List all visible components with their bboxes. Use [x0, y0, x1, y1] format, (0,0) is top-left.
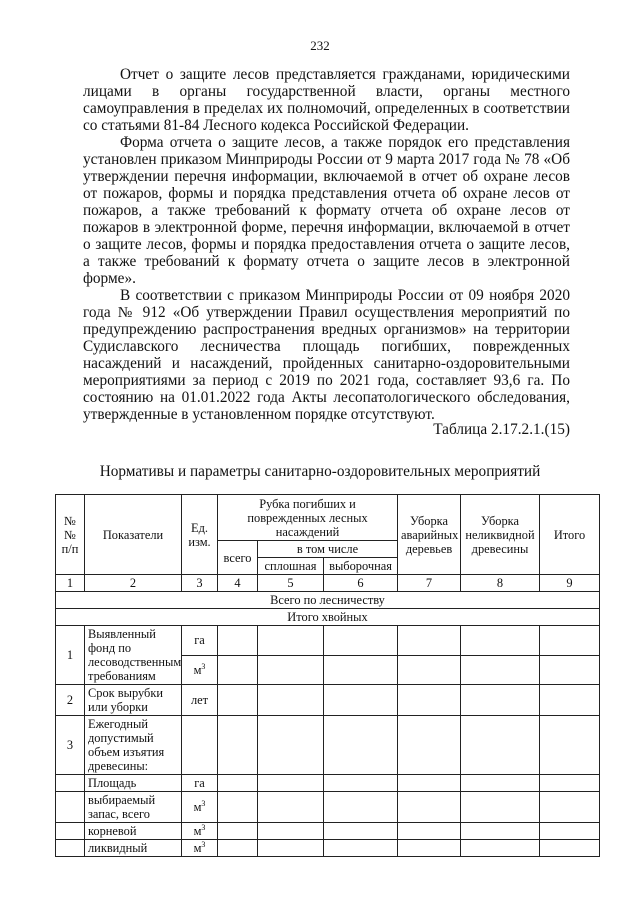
column-number: 3 — [182, 575, 218, 592]
row-num: 2 — [56, 685, 85, 716]
body-text — [83, 66, 570, 423]
column-number: 7 — [398, 575, 461, 592]
header-total: всего — [218, 541, 258, 575]
header-nonliquid: Уборка неликвидной древесины — [461, 495, 540, 575]
unit-cell: $м^3$ — [182, 840, 218, 857]
page-number: 232 — [310, 38, 330, 53]
unit-cell: лет — [182, 685, 218, 716]
table-caption: Таблица 2.17.2.1.(15) — [433, 421, 570, 438]
column-number: 2 — [85, 575, 182, 592]
header-indicator: Показатели — [85, 495, 182, 575]
norms-table — [55, 494, 600, 857]
header-num: №№ п/п — [56, 495, 85, 575]
unit-cell: $м^3$ — [182, 792, 218, 823]
row-label: Выявленный фонд по лесоводственным требованиям — [85, 626, 182, 685]
header-including: в том числе — [258, 541, 398, 558]
paragraph: Отчет о защите лесов представляется гражданами, юридическими лицами в органы государственной власти, органы местного самоуправления в пределах их полномочий, определенных в соответствии со статьями 81-84 Лесного кодекса Российской Федерации. — [83, 66, 570, 134]
row-label: корневой — [85, 823, 182, 840]
unit-cell: $м^3$ — [182, 655, 218, 685]
section-forestry: Всего по лесничеству — [56, 592, 600, 609]
header-felling: Рубка погибших и поврежденных лесных насаждений — [218, 495, 398, 541]
column-number: 4 — [218, 575, 258, 592]
paragraph: В соответствии с приказом Минприроды России от 09 ноября 2020 года № 912 «Об утверждении Правил осуществления мероприятий по предупреждению распространения вредных организмов» на территории Судиславского лесничества площадь погибших, поврежденных насаждений и насаждений, пройденных санитарно-оздоровительными мероприятиями за период с 2019 по 2021 года, составляет 93,6 га. По состоянию на 01.01.2022 года Акты лесопатологического обследования, утвержденные в установленном порядке отсутствуют. — [83, 287, 570, 423]
column-number: 5 — [258, 575, 324, 592]
row-label: Срок вырубки или уборки — [85, 685, 182, 716]
unit-cell: га — [182, 775, 218, 792]
row-num: 1 — [56, 626, 85, 685]
row-label: Площадь — [85, 775, 182, 792]
row-label: ликвидный — [85, 840, 182, 857]
header-unit: Ед. изм. — [182, 495, 218, 575]
column-number: 1 — [56, 575, 85, 592]
column-number: 9 — [540, 575, 600, 592]
row-num: 3 — [56, 716, 85, 775]
header-emergency: Уборка аварийных деревьев — [398, 495, 461, 575]
header-clear: сплошная — [258, 558, 324, 575]
row-label: Ежегодный допустимый объем изъятия древесины: — [85, 716, 182, 775]
table-title: Нормативы и параметры санитарно-оздоровительных мероприятий — [99, 463, 541, 480]
unit-cell: $м^3$ — [182, 823, 218, 840]
header-grand-total: Итого — [540, 495, 600, 575]
header-selective: выборочная — [324, 558, 398, 575]
column-number: 8 — [461, 575, 540, 592]
paragraph: Форма отчета о защите лесов, а также порядок его представления установлен приказом Минприроды России от 9 марта 2017 года № 78 «Об утверждении перечня информации, включаемой в отчет об охране лесов от пожаров, формы и порядка представления отчета об охране лесов от пожаров, а также требований к формату отчета об охране лесов от пожаров в электронной форме, перечня информации, включаемой в отчет о защите лесов, формы и порядка предоставления отчета о защите лесов, а также требований к формату отчета о защите лесов в электронной форме». — [83, 134, 570, 287]
row-label: выбираемый запас, всего — [85, 792, 182, 823]
column-number: 6 — [324, 575, 398, 592]
section-conifer: Итого хвойных — [56, 609, 600, 626]
unit-cell: га — [182, 626, 218, 656]
